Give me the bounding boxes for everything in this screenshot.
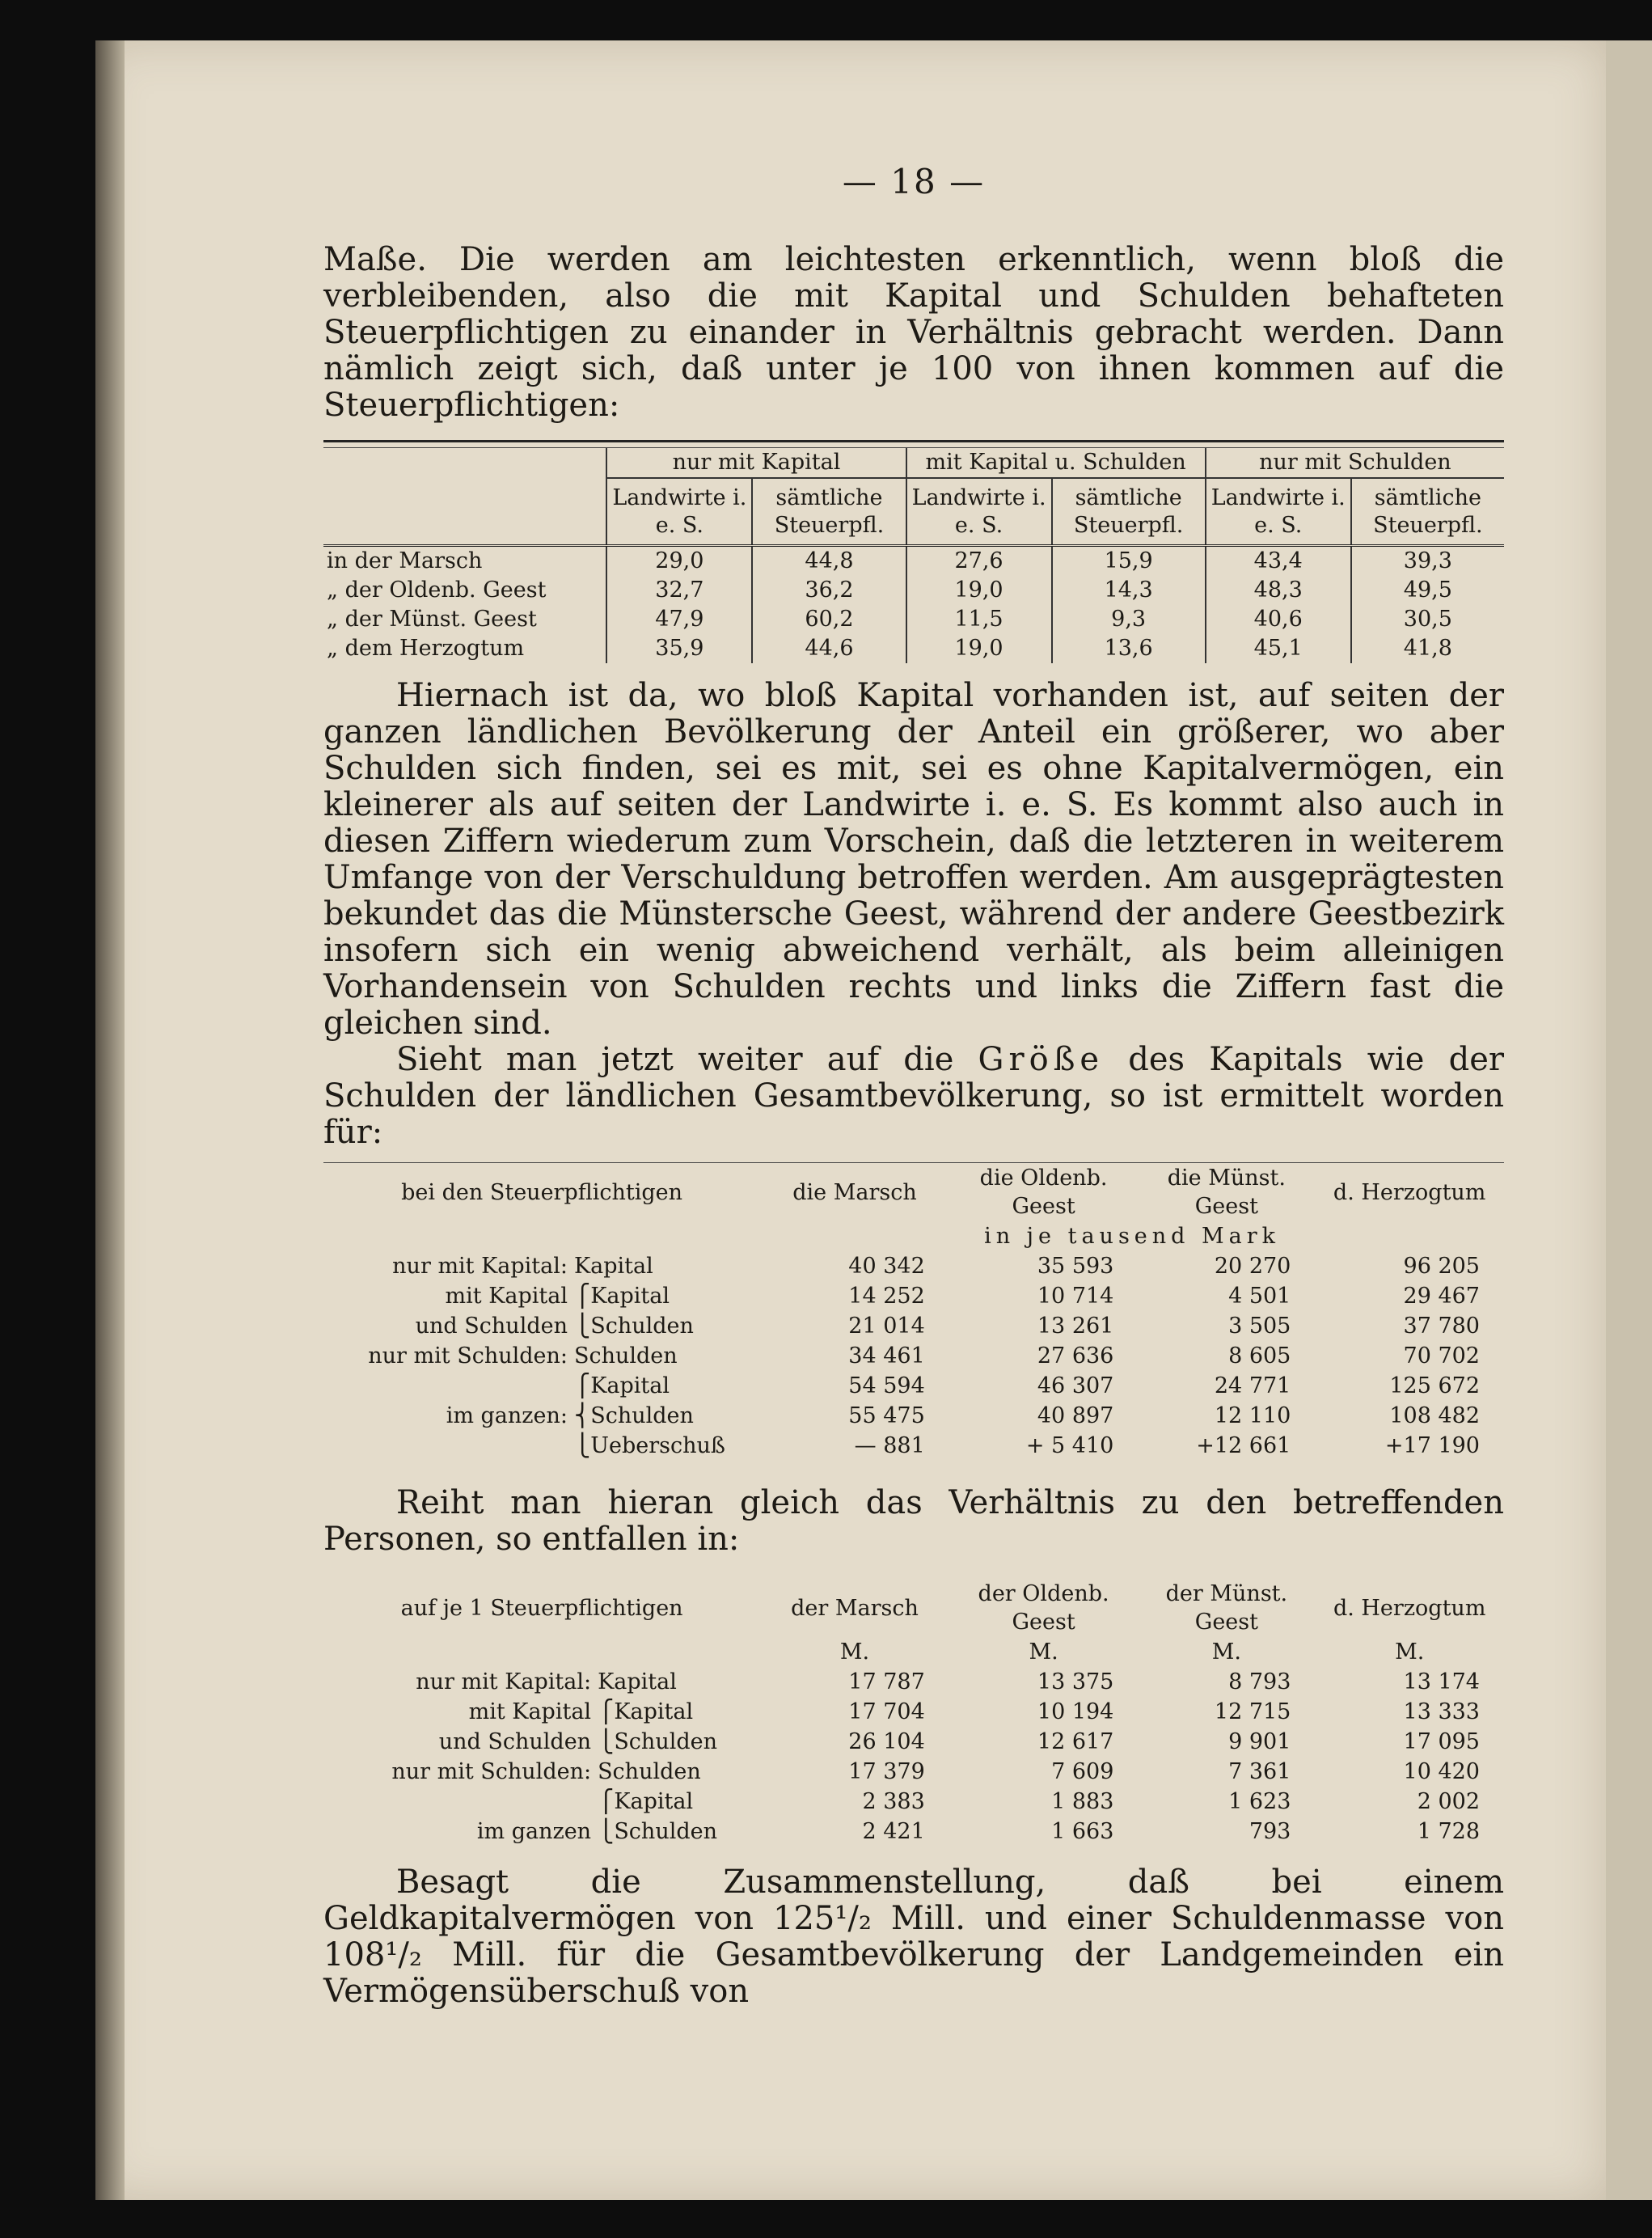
cell: 8 605 xyxy=(1228,1343,1291,1369)
cell: 96 205 xyxy=(1403,1254,1480,1279)
paragraph-1: Maße. Die werden am leichtesten erkenntlich, wenn bloß die verbleibenden, also die mit Kapital und Schulden behafteten Steuerpflichtigen zu einander in Verhältnis gebracht werden. Dann nämlich zeigt sich, daß unter je 100 von ihnen kommen auf die Steuerpflichtigen: xyxy=(323,241,1504,424)
table-shares xyxy=(323,448,1504,663)
col-header: der Münst. Geest xyxy=(1165,1581,1288,1635)
cell: 2 421 xyxy=(862,1819,925,1844)
cell: 1 663 xyxy=(1051,1819,1114,1844)
cell: 60,2 xyxy=(752,605,906,634)
row-label: „ der Münst. Geest xyxy=(327,607,537,632)
table-row xyxy=(323,634,1504,663)
table1-sub-header xyxy=(323,478,1504,546)
paragraph-4: Reiht man hieran gleich das Verhältnis zu den betreffenden Personen, so entfallen in: xyxy=(323,1484,1504,1558)
table2-unit-row xyxy=(323,1221,1504,1251)
row-sub: ⎧Kapital xyxy=(598,1789,694,1814)
cell: 9,3 xyxy=(1052,605,1206,634)
row-group: im ganzen xyxy=(476,1819,592,1844)
cell: 36,2 xyxy=(752,576,906,605)
paragraph-3 xyxy=(323,1042,1504,1151)
cell: 1 883 xyxy=(1051,1789,1114,1814)
cell: 40,6 xyxy=(1206,605,1351,634)
page-number: — 18 — xyxy=(842,162,986,201)
table3-head-label: auf je 1 Steuerpflichtigen xyxy=(400,1595,683,1621)
cell: + 5 410 xyxy=(1025,1433,1114,1458)
cell: 17 704 xyxy=(848,1699,925,1724)
cell: 35 593 xyxy=(1037,1254,1114,1279)
row-sub: Schulden xyxy=(598,1759,701,1784)
paragraph-3-start: Sieht man jetzt weiter auf die xyxy=(396,1041,978,1078)
cell: +12 661 xyxy=(1196,1433,1291,1458)
group-header: mit Kapital u. Schulden xyxy=(906,448,1206,478)
table-row xyxy=(323,1341,1504,1371)
cell: 29 467 xyxy=(1403,1284,1480,1309)
cell: 10 194 xyxy=(1037,1699,1114,1724)
cell: 12 110 xyxy=(1214,1403,1291,1428)
row-group: nur mit Kapital: xyxy=(416,1669,592,1694)
cell: 10 714 xyxy=(1037,1284,1114,1309)
sub-header: Landwirte i. e. S. xyxy=(906,478,1052,546)
cell: 13 174 xyxy=(1403,1669,1480,1694)
row-group: und Schulden xyxy=(415,1314,568,1339)
cell: 19,0 xyxy=(906,634,1052,663)
row-sub: ⎧Kapital xyxy=(573,1373,670,1398)
row-label: „ der Oldenb. Geest xyxy=(327,577,547,603)
table-row xyxy=(323,576,1504,605)
cell: 13 375 xyxy=(1037,1669,1114,1694)
table-row xyxy=(323,546,1504,577)
page-edge xyxy=(1606,40,1652,2200)
row-sub: Schulden xyxy=(573,1343,678,1369)
row-group xyxy=(323,1371,571,1401)
cell: 39,3 xyxy=(1351,546,1504,577)
row-sub: Kapital xyxy=(573,1254,653,1279)
cell: 70 702 xyxy=(1403,1343,1480,1369)
cell: 13,6 xyxy=(1052,634,1206,663)
row-group: und Schulden xyxy=(438,1729,592,1754)
row-label: in der Marsch xyxy=(327,548,483,573)
table-row xyxy=(323,1727,1504,1757)
table-row xyxy=(323,1787,1504,1817)
row-sub: ⎩Schulden xyxy=(598,1729,717,1754)
table-row xyxy=(323,1667,1504,1697)
table-row xyxy=(323,1371,1504,1401)
row-sub: ⎩Schulden xyxy=(573,1314,694,1339)
table-per-person xyxy=(323,1579,1504,1847)
cell: 15,9 xyxy=(1052,546,1206,577)
cell: 19,0 xyxy=(906,576,1052,605)
col-header: die Marsch xyxy=(792,1179,917,1205)
cell: 1 623 xyxy=(1228,1789,1291,1814)
cell: 44,6 xyxy=(752,634,906,663)
cell: 27,6 xyxy=(906,546,1052,577)
cell: 43,4 xyxy=(1206,546,1351,577)
row-group xyxy=(323,1787,594,1817)
cell: 48,3 xyxy=(1206,576,1351,605)
col-header: die Münst. Geest xyxy=(1167,1166,1286,1219)
cell: — 881 xyxy=(854,1433,925,1458)
cell: 54 594 xyxy=(848,1373,925,1398)
cell: 8 793 xyxy=(1228,1669,1291,1694)
cell: 40 342 xyxy=(848,1254,925,1279)
cell: 11,5 xyxy=(906,605,1052,634)
cell: 41,8 xyxy=(1351,634,1504,663)
table-row xyxy=(323,1431,1504,1461)
row-sub: ⎧Kapital xyxy=(573,1284,670,1309)
cell: 125 672 xyxy=(1389,1373,1480,1398)
cell: 1 728 xyxy=(1417,1819,1480,1844)
cell: 3 505 xyxy=(1228,1314,1291,1339)
cell: 20 270 xyxy=(1214,1254,1291,1279)
cell: 32,7 xyxy=(606,576,752,605)
cell: 37 780 xyxy=(1403,1314,1480,1339)
table3-unit-row xyxy=(323,1637,1504,1667)
cell: 13 261 xyxy=(1037,1314,1114,1339)
row-group: mit Kapital xyxy=(445,1284,568,1309)
cell: 108 482 xyxy=(1389,1403,1480,1428)
col-header: der Oldenb. Geest xyxy=(978,1581,1109,1635)
sub-header: sämtliche Steuerpfl. xyxy=(1052,478,1206,546)
cell: 14 252 xyxy=(848,1284,925,1309)
cell: 12 617 xyxy=(1037,1729,1114,1754)
cell: 29,0 xyxy=(606,546,752,577)
cell: 30,5 xyxy=(1351,605,1504,634)
cell: 4 501 xyxy=(1228,1284,1291,1309)
paragraph-2: Hiernach ist da, wo bloß Kapital vorhanden ist, auf seiten der ganzen ländlichen Bevölkerung der Anteil ein größerer, wo aber Schulden sich finden, sei es mit, sei es ohne Kapitalvermögen, ein kleinerer als auf seiten der Landwirte i. e. S. Es kommt also auch in diesen Ziffern wiederum zum Vorschein, daß die letzteren in weiterem Umfange von der Verschuldung betroffen werden. Am ausgeprägtesten bekundet das die Münstersche Geest, während der andere Geestbezirk insofern sich ein wenig abweichend verhält, als beim alleinigen Vorhandensein von Schulden rechts und links die Ziffern fast die gleichen sind. xyxy=(323,677,1504,1042)
cell: 12 715 xyxy=(1214,1699,1291,1724)
unit-label: M. xyxy=(839,1639,870,1665)
sub-header: sämtliche Steuerpfl. xyxy=(752,478,906,546)
cell: 35,9 xyxy=(606,634,752,663)
cell: 793 xyxy=(1249,1819,1291,1844)
row-group: im ganzen: xyxy=(446,1403,568,1428)
col-header: die Oldenb. Geest xyxy=(979,1166,1108,1219)
table-amounts xyxy=(323,1163,1504,1461)
cell: 46 307 xyxy=(1037,1373,1114,1398)
emphasis-groesse: Größe xyxy=(978,1041,1105,1078)
cell: 7 361 xyxy=(1228,1759,1291,1784)
table-row xyxy=(323,605,1504,634)
table2-header xyxy=(323,1163,1504,1221)
row-sub: ⎨Schulden xyxy=(573,1403,694,1428)
cell: 9 901 xyxy=(1228,1729,1291,1754)
cell: 40 897 xyxy=(1037,1403,1114,1428)
paragraph-5: Besagt die Zusammenstellung, daß bei einem Geldkapitalvermögen von 125¹/₂ Mill. und einer Schuldenmasse von 108¹/₂ Mill. für die Gesamtbevölkerung der Landgemeinden ein Vermögensüberschuß von xyxy=(323,1864,1504,2010)
cell: 21 014 xyxy=(848,1314,925,1339)
cell: 17 379 xyxy=(848,1759,925,1784)
row-group: nur mit Schulden: xyxy=(368,1343,568,1369)
table-row xyxy=(323,1401,1504,1431)
cell: 17 095 xyxy=(1403,1729,1480,1754)
group-header: nur mit Kapital xyxy=(606,448,906,478)
cell: 2 002 xyxy=(1417,1789,1480,1814)
table-row xyxy=(323,1281,1504,1311)
paragraph-3-end: des Kapitals wie der Schulden der ländlichen Gesamtbevölkerung, so ist ermittelt worden für: xyxy=(323,1041,1504,1151)
row-sub: ⎧Kapital xyxy=(598,1699,694,1724)
row-label: „ dem Herzogtum xyxy=(327,636,525,661)
cell: 13 333 xyxy=(1403,1699,1480,1724)
table1-group-header xyxy=(323,448,1504,478)
col-header: d. Herzogtum xyxy=(1333,1179,1486,1205)
sub-header: Landwirte i. e. S. xyxy=(1206,478,1351,546)
cell: 7 609 xyxy=(1051,1759,1114,1784)
cell: 24 771 xyxy=(1214,1373,1291,1398)
row-sub: ⎩Schulden xyxy=(598,1819,717,1844)
cell: 2 383 xyxy=(862,1789,925,1814)
cell: 44,8 xyxy=(752,546,906,577)
unit-label: M. xyxy=(1395,1639,1425,1665)
cell: 17 787 xyxy=(848,1669,925,1694)
table2-head-label: bei den Steuerpflichtigen xyxy=(401,1179,683,1205)
unit-label: M. xyxy=(1029,1639,1058,1665)
table-row xyxy=(323,1757,1504,1787)
table1-top-rule xyxy=(323,440,1504,442)
table3-header xyxy=(323,1579,1504,1637)
cell: 47,9 xyxy=(606,605,752,634)
page-content xyxy=(323,162,1504,2010)
cell: 26 104 xyxy=(848,1729,925,1754)
table-row xyxy=(323,1311,1504,1341)
cell: 45,1 xyxy=(1206,634,1351,663)
table-row xyxy=(323,1697,1504,1727)
cell: 27 636 xyxy=(1037,1343,1114,1369)
cell: 14,3 xyxy=(1052,576,1206,605)
col-header: der Marsch xyxy=(791,1595,919,1621)
col-header: d. Herzogtum xyxy=(1333,1595,1486,1621)
unit-label: in je tausend Mark xyxy=(984,1224,1281,1249)
cell: 49,5 xyxy=(1351,576,1504,605)
row-sub: Kapital xyxy=(598,1669,677,1694)
sub-header: sämtliche Steuerpfl. xyxy=(1351,478,1504,546)
row-group: mit Kapital xyxy=(468,1699,592,1724)
cell: 34 461 xyxy=(848,1343,925,1369)
sub-header: Landwirte i. e. S. xyxy=(606,478,752,546)
unit-label: M. xyxy=(1211,1639,1241,1665)
cell: +17 190 xyxy=(1384,1433,1480,1458)
group-header: nur mit Schulden xyxy=(1206,448,1504,478)
cell: 55 475 xyxy=(848,1403,925,1428)
row-sub: ⎩Ueberschuß xyxy=(573,1433,725,1458)
book-spine xyxy=(95,40,125,2200)
row-group: nur mit Kapital: xyxy=(392,1254,568,1279)
row-group xyxy=(323,1431,571,1461)
table-row xyxy=(323,1817,1504,1847)
cell: 10 420 xyxy=(1403,1759,1480,1784)
table-row xyxy=(323,1251,1504,1281)
row-group: nur mit Schulden: xyxy=(391,1759,592,1784)
